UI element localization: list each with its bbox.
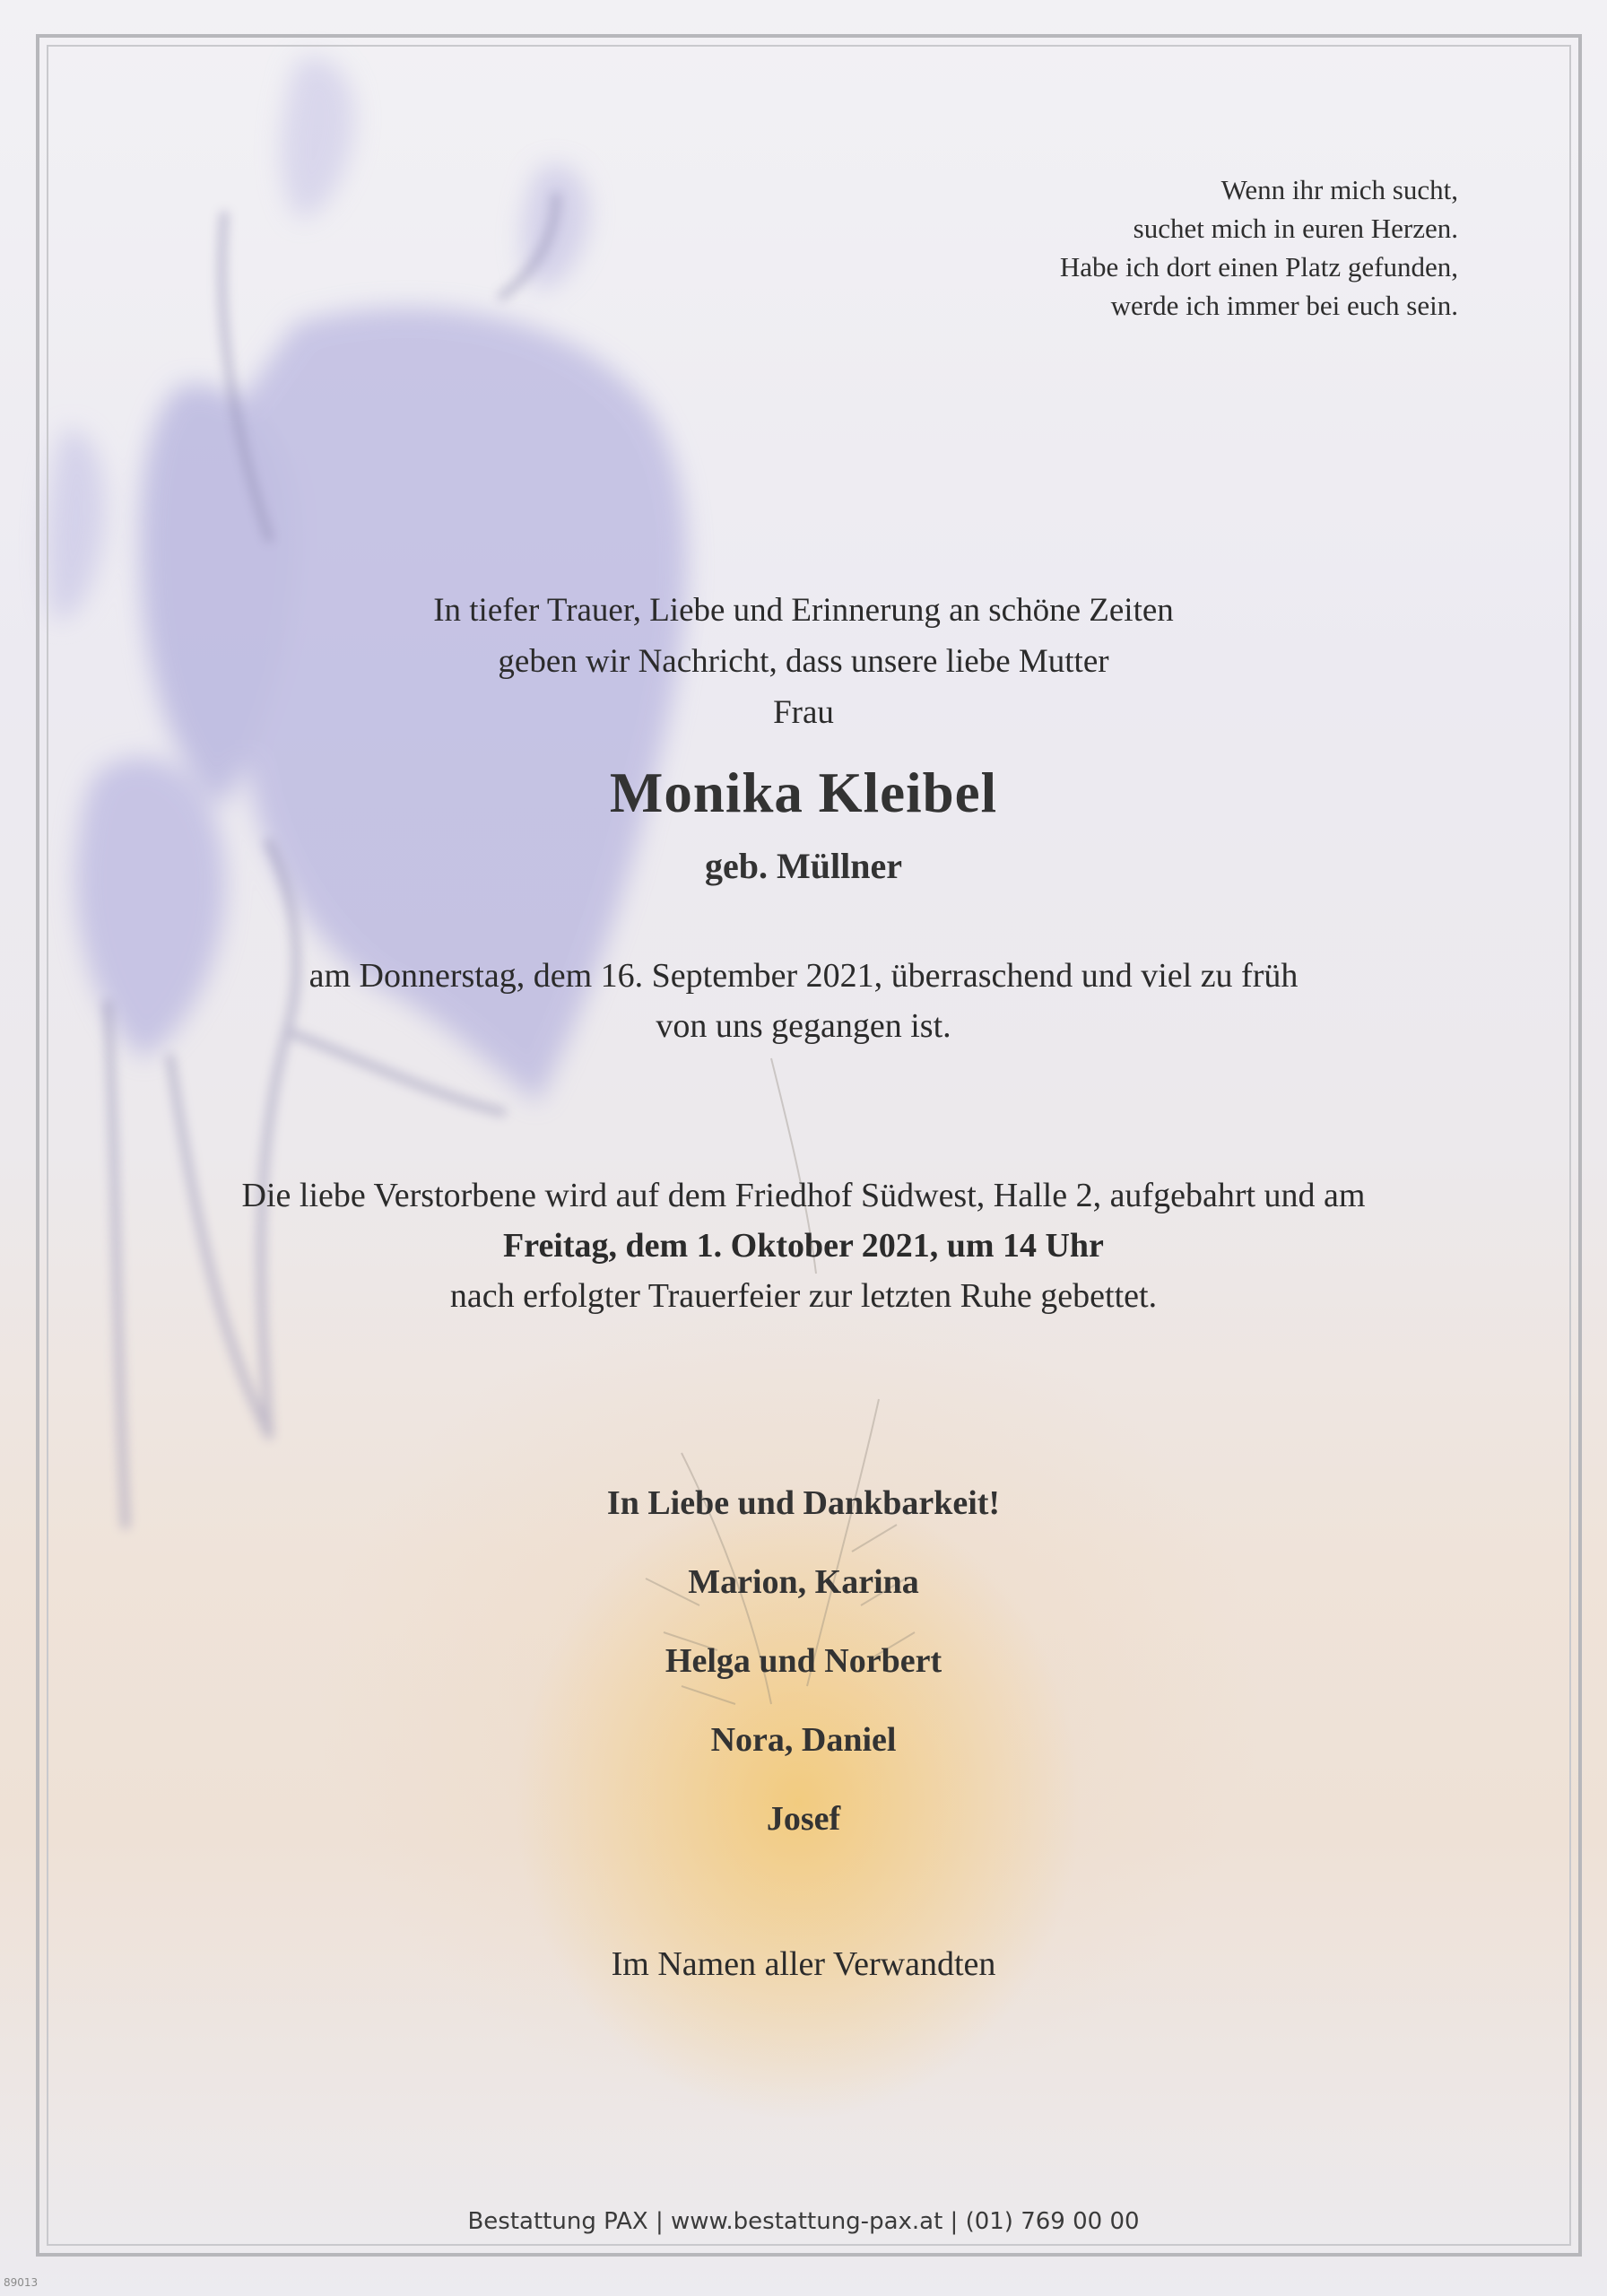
maiden-name: geb. Müllner (705, 846, 902, 886)
announcement-line: Frau (773, 694, 834, 731)
poem-line: werde ich immer bei euch sein. (1110, 290, 1458, 321)
death-line: am Donnerstag, dem 16. September 2021, überraschend und viel zu früh (308, 957, 1299, 995)
deceased-name: Monika Kleibel (609, 761, 998, 824)
funeral-home-footer: Bestattung PAX | www.bestattung-pax.at | (01) 769 00 00 (467, 2208, 1140, 2235)
signature-heading: In Liebe und Dankbarkeit! (606, 1484, 1001, 1522)
form-code: 89013 (4, 2276, 39, 2289)
on-behalf-of-relatives: Im Namen aller Verwandten (611, 1945, 996, 1983)
funeral-date: Freitag, dem 1. Oktober 2021, um 14 Uhr (503, 1227, 1104, 1265)
poem-line: Habe ich dort einen Platz gefunden, (1059, 251, 1458, 283)
mourner-name: Josef (766, 1800, 841, 1838)
death-notice (0, 951, 1607, 1051)
poem-line: suchet mich in euren Herzen. (1133, 213, 1458, 244)
memorial-poem (741, 170, 1458, 325)
mourner-name: Marion, Karina (688, 1563, 919, 1601)
mourner-name: Nora, Daniel (710, 1721, 897, 1759)
mourner-name: Helga und Norbert (665, 1642, 942, 1680)
announcement-line: In tiefer Trauer, Liebe und Erinnerung an schöne Zeiten (433, 592, 1174, 629)
announcement-intro (0, 585, 1607, 738)
funeral-line: Die liebe Verstorbene wird auf dem Friedhof Südwest, Halle 2, aufgebahrt und am (241, 1177, 1366, 1214)
funeral-details (0, 1170, 1607, 1321)
death-line: von uns gegangen ist. (656, 1007, 951, 1045)
inner-border-frame (47, 45, 1571, 2246)
announcement-line: geben wir Nachricht, dass unsere liebe Mutter (498, 643, 1109, 680)
funeral-line: nach erfolgter Trauerfeier zur letzten Ruhe gebettet. (449, 1277, 1158, 1315)
poem-line: Wenn ihr mich sucht, (1220, 174, 1458, 205)
mourners-signatures (0, 1464, 1607, 1858)
